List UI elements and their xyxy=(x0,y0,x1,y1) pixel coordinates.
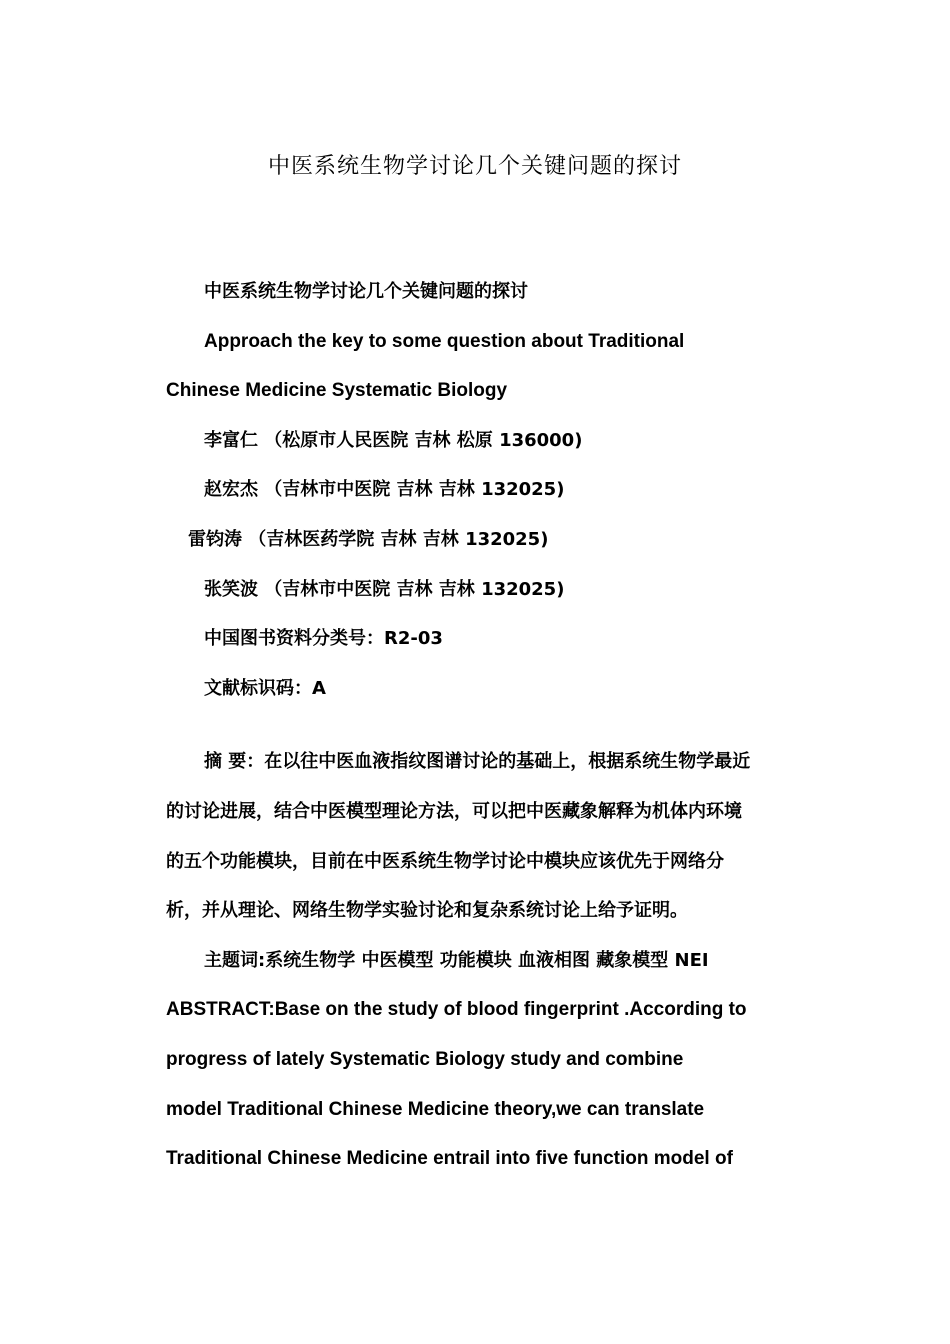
article-title-en-line-2: Chinese Medicine Systematic Biology xyxy=(166,380,508,402)
article-body xyxy=(166,276,796,1193)
abstract-en-line-4: Traditional Chinese Medicine entrail into five function model of xyxy=(166,1148,733,1170)
abstract-cn-line-2: 的讨论进展，结合中医模型理论方法，可以把中医藏象解释为机体内环境 xyxy=(166,800,742,822)
article-title-en-line-1: Approach the key to some question about Traditional xyxy=(204,330,685,352)
author-1: 李富仁 （松原市人民医院 吉林 松原 136000) xyxy=(204,429,583,451)
abstract-cn-line-4: 析，并从理论、网络生物学实验讨论和复杂系统讨论上给予证明。 xyxy=(166,900,688,922)
keywords: 主题词:系统生物学 中医模型 功能模块 血液相图 藏象模型 NEI xyxy=(204,949,709,971)
classification-number: 中国图书资料分类号：R2-03 xyxy=(204,628,443,650)
abstract-en-line-1: ABSTRACT:Base on the study of blood fingerprint .According to xyxy=(166,999,747,1021)
document-code: 文献标识码：A xyxy=(204,677,326,699)
abstract-cn-line-1: 摘 要：在以往中医血液指纹图谱讨论的基础上，根据系统生物学最近 xyxy=(204,751,751,773)
abstract-en-line-2: progress of lately Systematic Biology study and combine xyxy=(166,1048,684,1070)
author-3: 雷钧涛 （吉林医药学院 吉林 吉林 132025) xyxy=(188,528,549,550)
article-title-cn: 中医系统生物学讨论几个关键问题的探讨 xyxy=(204,281,528,302)
abstract-cn-line-3: 的五个功能模块，目前在中医系统生物学讨论中模块应该优先于网络分 xyxy=(166,850,724,872)
page-title: 中医系统生物学讨论几个关键问题的探讨 xyxy=(267,154,682,179)
author-4: 张笑波 （吉林市中医院 吉林 吉林 132025) xyxy=(204,578,565,600)
abstract-en-line-3: model Traditional Chinese Medicine theory,we can translate xyxy=(166,1098,705,1120)
section-gap xyxy=(166,722,796,746)
author-2: 赵宏杰 （吉林市中医院 吉林 吉林 132025) xyxy=(204,479,565,501)
